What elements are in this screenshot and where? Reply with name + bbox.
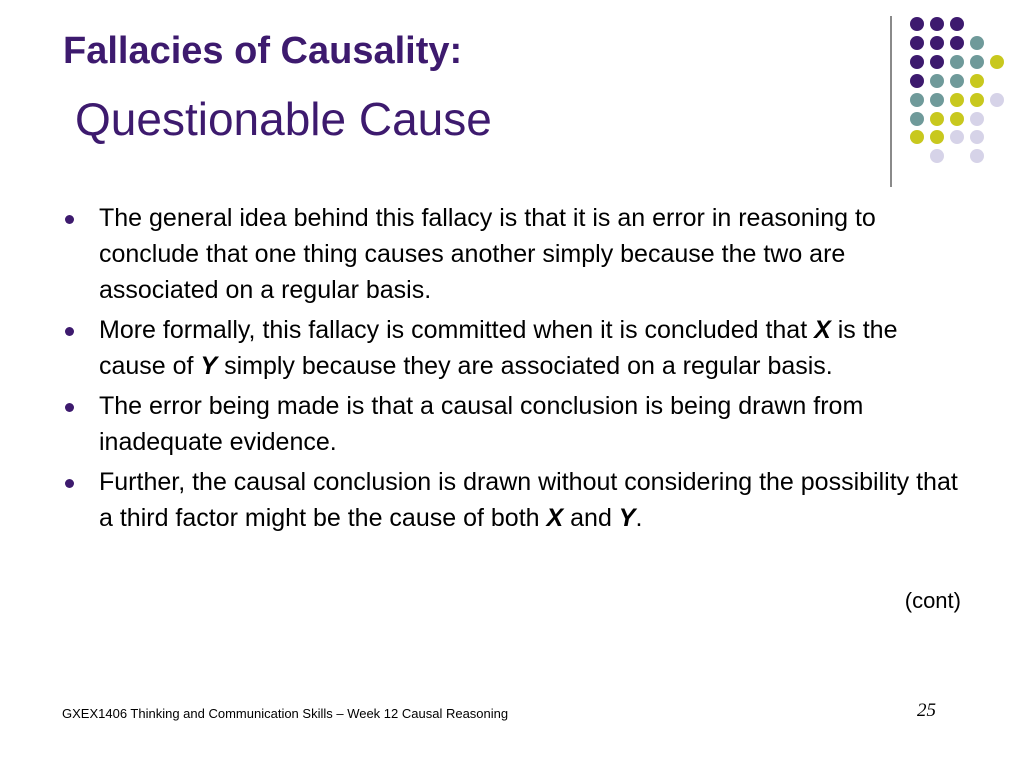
slide-subtitle: Questionable Cause <box>75 93 492 145</box>
dot <box>990 93 1004 107</box>
dot <box>910 93 924 107</box>
dot <box>930 74 944 88</box>
variable-y: Y <box>618 504 636 532</box>
variable-y: Y <box>200 352 218 380</box>
variable-x: X <box>546 504 564 532</box>
bullet-dot-icon <box>65 215 74 224</box>
dot <box>910 36 924 50</box>
dot <box>910 112 924 126</box>
dot <box>950 17 964 31</box>
dot <box>990 55 1004 69</box>
dot <box>930 149 944 163</box>
bullet-item <box>62 464 962 536</box>
bullet-text: The general idea behind this fallacy is that it is an error in reasoning to conclude that one thing causes another simply because the two are associated on a regular basis. <box>99 204 876 304</box>
dot <box>950 36 964 50</box>
dot <box>930 17 944 31</box>
footer-text: GXEX1406 Thinking and Communication Skills – Week 12 Causal Reasoning <box>62 706 509 721</box>
bullet-text: simply because they are associated on a regular basis. <box>217 352 833 380</box>
bullet-list <box>62 200 962 540</box>
dot <box>970 149 984 163</box>
bullet-text: The error being made is that a causal conclusion is being drawn from inadequate evidence. <box>99 392 864 456</box>
slide-title: Fallacies of Causality: <box>63 30 463 72</box>
dot <box>950 130 964 144</box>
bullet-dot-icon <box>65 403 74 412</box>
page-number: 25 <box>917 700 936 721</box>
dot <box>910 17 924 31</box>
bullet-item <box>62 312 962 384</box>
dot <box>930 55 944 69</box>
dot <box>970 55 984 69</box>
dot <box>970 93 984 107</box>
dot <box>910 74 924 88</box>
dot <box>950 93 964 107</box>
dot <box>930 36 944 50</box>
bullet-dot-icon <box>65 479 74 488</box>
dot <box>930 112 944 126</box>
dot <box>930 130 944 144</box>
title-divider <box>890 16 892 187</box>
dot <box>950 112 964 126</box>
dot <box>950 55 964 69</box>
bullet-dot-icon <box>65 327 74 336</box>
bullet-item <box>62 388 962 460</box>
dot <box>950 74 964 88</box>
bullet-text: is the cause of <box>99 316 898 380</box>
dot <box>970 112 984 126</box>
dot <box>910 55 924 69</box>
continued-note: (cont) <box>904 588 961 613</box>
bullet-text: . <box>635 504 643 532</box>
variable-x: X <box>814 316 831 344</box>
dot <box>910 130 924 144</box>
dot <box>970 130 984 144</box>
dot <box>970 36 984 50</box>
bullet-text: Further, the causal conclusion is drawn without considering the possibility that a third factor might be the cause of both <box>99 468 958 532</box>
bullet-text: and <box>563 504 619 532</box>
dot <box>930 93 944 107</box>
bullet-text: More formally, this fallacy is committed when it is concluded that <box>99 316 815 344</box>
dot <box>970 74 984 88</box>
bullet-item <box>62 200 962 308</box>
